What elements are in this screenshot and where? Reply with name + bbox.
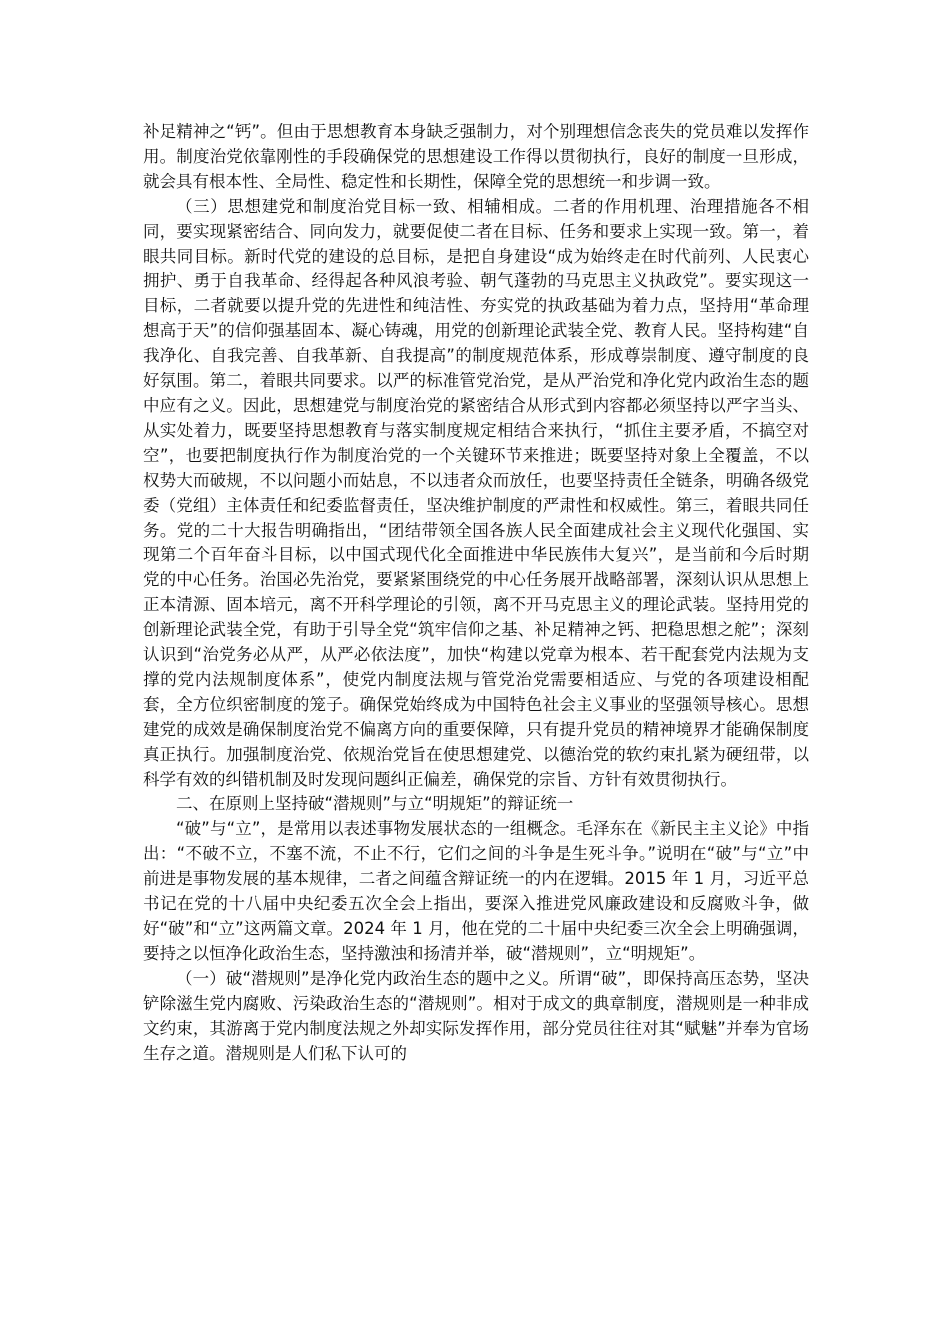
- paragraph-continuation: 补足精神之“钙”。但由于思想教育本身缺乏强制力，对个别理想信念丧失的党员难以发挥作用。制度治党依靠刚性的手段确保党的思想建设工作得以贯彻执行，良好的制度一旦形成，就会具有根本性、全局性、稳定性和长期性，保障全党的思想统一和步调一致。: [143, 122, 809, 191]
- document-page: [143, 120, 809, 1066]
- paragraph-subsection-one: （一）破“潜规则”是净化党内政治生态的题中之义。所谓“破”，即保持高压态势，坚决铲除滋生党内腐败、污染政治生态的“潜规则”。相对于成文的典章制度，潜规则是一种非成文约束，其游离于党内制度法规之外却实际发挥作用，部分党员往往对其“赋魅”并奉为官场生存之道。潜规则是人们私下认可的: [143, 968, 809, 1063]
- section-heading-two: 二、在原则上坚持破“潜规则”与立“明规矩”的辩证统一: [176, 794, 574, 814]
- paragraph-section-three: （三）思想建党和制度治党目标一致、相辅相成。二者的作用机理、治理措施各不相同，要实现紧密结合、同向发力，就要促使二者在目标、任务和要求上实现一致。第一，着眼共同目标。新时代党的建设的总目标，是把自身建设“成为始终走在时代前列、人民衷心拥护、勇于自我革命、经得起各种风浪考验、朝气蓬勃的马克思主义执政党”。要实现这一目标，二者就要以提升党的先进性和纯洁性、夯实党的执政基础为着力点，坚持用“革命理想高于天”的信仰强基固本、凝心铸魂，用党的创新理论武装全党、教育人民。坚持构建“自我净化、自我完善、自我革新、自我提高”的制度规范体系，形成尊崇制度、遵守制度的良好氛围。第二，着眼共同要求。以严的标准管党治党，是从严治党和净化党内政治生态的题中应有之义。因此，思想建党与制度治党的紧密结合从形式到内容都必须坚持以严字当头、从实处着力，既要坚持思想教育与落实制度规定相结合来执行，“抓住主要矛盾，不搞空对空”，也要把制度执行作为制度治党的一个关键环节来推进；既要坚持对象上全覆盖，不以权势大而破规，不以问题小而姑息，不以违者众而放任，也要坚持责任全链条，明确各级党委（党组）主体责任和纪委监督责任，坚决维护制度的严肃性和权威性。第三，着眼共同任务。党的二十大报告明确指出，“团结带领全国各族人民全面建成社会主义现代化强国、实现第二个百年奋斗目标，以中国式现代化全面推进中华民族伟大复兴”，是当前和今后时期党的中心任务。治国必先治党，要紧紧围绕党的中心任务展开战略部署，深刻认识从思想上正本清源、固本培元，离不开科学理论的引领，离不开马克思主义的理论武装。坚持用党的创新理论武装全党，有助于引导全党“筑牢信仰之基、补足精神之钙、把稳思想之舵”；深刻认识到“治党务必从严，从严必依法度”，加快“构建以党章为根本、若干配套党内法规为支撑的党内法规制度体系”，使党内制度法规与管党治党需要相适应、与党的各项建设相配套，全方位织密制度的笼子。确保党始终成为中国特色社会主义事业的坚强领导核心。思想建党的成效是确保制度治党不偏离方向的重要保障，只有提升党员的精神境界才能确保制度真正执行。加强制度治党、依规治党旨在使思想建党、以德治党的软约束扎紧为硬纽带，以科学有效的纠错机制及时发现问题纠正偏差，确保党的宗旨、方针有效贯彻执行。: [143, 196, 809, 789]
- paragraph-po-li-intro: “破”与“立”，是常用以表述事物发展状态的一组概念。毛泽东在《新民主主义论》中指出：“不破不立，不塞不流，不止不行，它们之间的斗争是生死斗争。”说明在“破”与“立”中前进是事物发展的基本规律，二者之间蕴含辩证统一的内在逻辑。2015 年 1 月，习近平总书记在党的十八届中央纪委五次全会上指出，要深入推进党风廉政建设和反腐败斗争，做好“破”和“立”这两篇文章。2024 年 1 月，他在党的二十届中央纪委三次全会上明确强调，要持之以恒净化政治生态，坚持激浊和扬清并举，破“潜规则”，立“明规矩”。: [143, 819, 809, 963]
